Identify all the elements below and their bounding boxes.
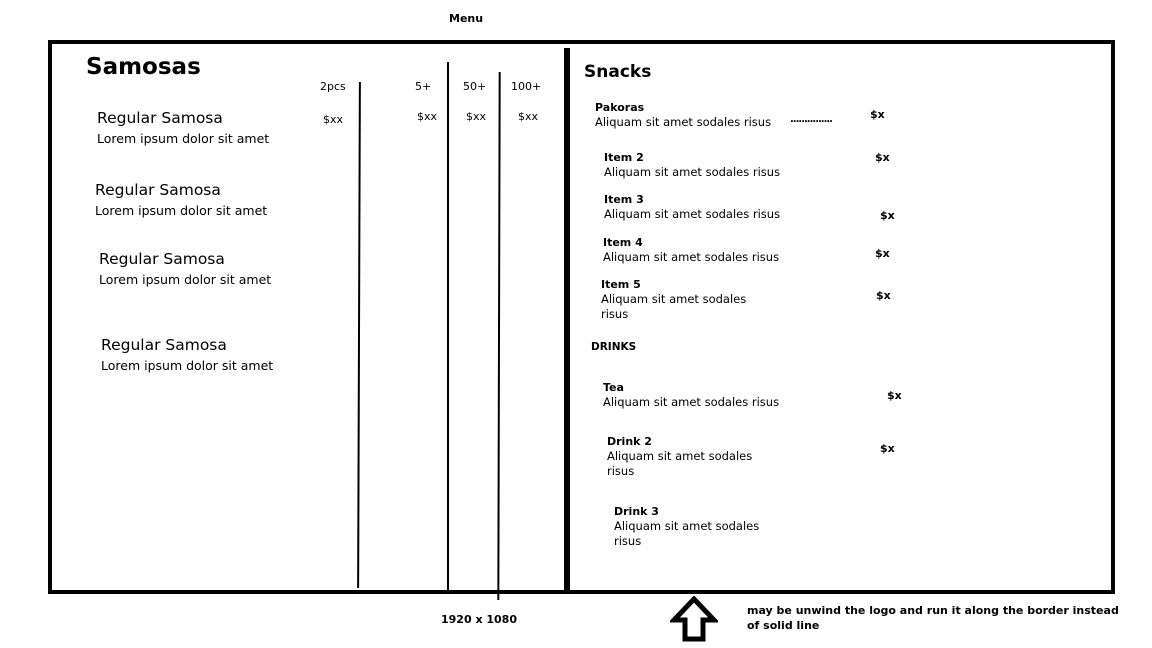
samosa-item-name: Regular Samosa bbox=[97, 109, 223, 127]
snack-item-name: Item 5 bbox=[601, 278, 641, 291]
samosa-item-name: Regular Samosa bbox=[101, 336, 227, 354]
resolution-label: 1920 x 1080 bbox=[441, 613, 517, 626]
price-100plus: $xx bbox=[518, 110, 539, 123]
column-header-5plus: 5+ bbox=[415, 80, 432, 93]
snack-item-price: $x bbox=[870, 108, 885, 121]
column-header-50plus: 50+ bbox=[463, 80, 487, 93]
price-50plus: $xx bbox=[466, 110, 487, 123]
drink-item-desc: Aliquam sit amet sodales risus bbox=[614, 519, 760, 548]
price-leader-dots: ............... bbox=[790, 114, 832, 125]
samosa-item-desc: Lorem ipsum dolor sit amet bbox=[97, 131, 270, 146]
drink-item-price: $x bbox=[880, 442, 895, 455]
drink-item-name: Drink 2 bbox=[607, 435, 652, 448]
drink-item-desc: Aliquam sit amet sodales risus bbox=[603, 395, 780, 409]
snack-item-desc: Aliquam sit amet sodales risus bbox=[604, 207, 781, 221]
price-2pcs: $xx bbox=[323, 113, 344, 126]
snack-item-price: $x bbox=[875, 247, 890, 260]
snack-item-name: Item 3 bbox=[604, 193, 644, 206]
samosa-item-desc: Lorem ipsum dolor sit amet bbox=[99, 272, 272, 287]
samosa-item-name: Regular Samosa bbox=[95, 181, 221, 199]
drink-item-name: Tea bbox=[603, 381, 624, 394]
snack-item-desc: Aliquam sit amet sodales risus bbox=[604, 165, 781, 179]
drink-item-desc: Aliquam sit amet sodales risus bbox=[607, 449, 753, 478]
design-note: may be unwind the logo and run it along the border instead of solid line bbox=[747, 604, 1119, 632]
snacks-title: Snacks bbox=[584, 62, 652, 82]
drink-item-name: Drink 3 bbox=[614, 505, 659, 518]
center-divider bbox=[564, 48, 570, 594]
snack-item-desc: Aliquam sit amet sodales risus bbox=[601, 292, 747, 321]
snack-item-name: Item 2 bbox=[604, 151, 644, 164]
snack-item-price: $x bbox=[875, 151, 890, 164]
samosa-item-desc: Lorem ipsum dolor sit amet bbox=[95, 203, 268, 218]
drink-item-price: $x bbox=[887, 389, 902, 402]
snack-item-desc: Aliquam sit amet sodales risus bbox=[595, 115, 772, 129]
samosa-item-desc: Lorem ipsum dolor sit amet bbox=[101, 358, 274, 373]
price-5plus: $xx bbox=[417, 110, 438, 123]
snack-item-name: Pakoras bbox=[595, 101, 645, 114]
samosa-item-name: Regular Samosa bbox=[99, 250, 225, 268]
column-header-2pcs: 2pcs bbox=[320, 80, 346, 93]
column-line-2 bbox=[447, 62, 449, 590]
samosas-title: Samosas bbox=[86, 54, 201, 80]
snack-item-name: Item 4 bbox=[603, 236, 643, 249]
column-header-100plus: 100+ bbox=[511, 80, 542, 93]
snack-item-price: $x bbox=[876, 289, 891, 302]
page-title: Menu bbox=[449, 12, 484, 25]
snack-item-desc: Aliquam sit amet sodales risus bbox=[603, 250, 780, 264]
snack-item-price: $x bbox=[880, 209, 895, 222]
up-arrow-icon bbox=[670, 596, 718, 644]
drinks-title: DRINKS bbox=[591, 341, 637, 353]
